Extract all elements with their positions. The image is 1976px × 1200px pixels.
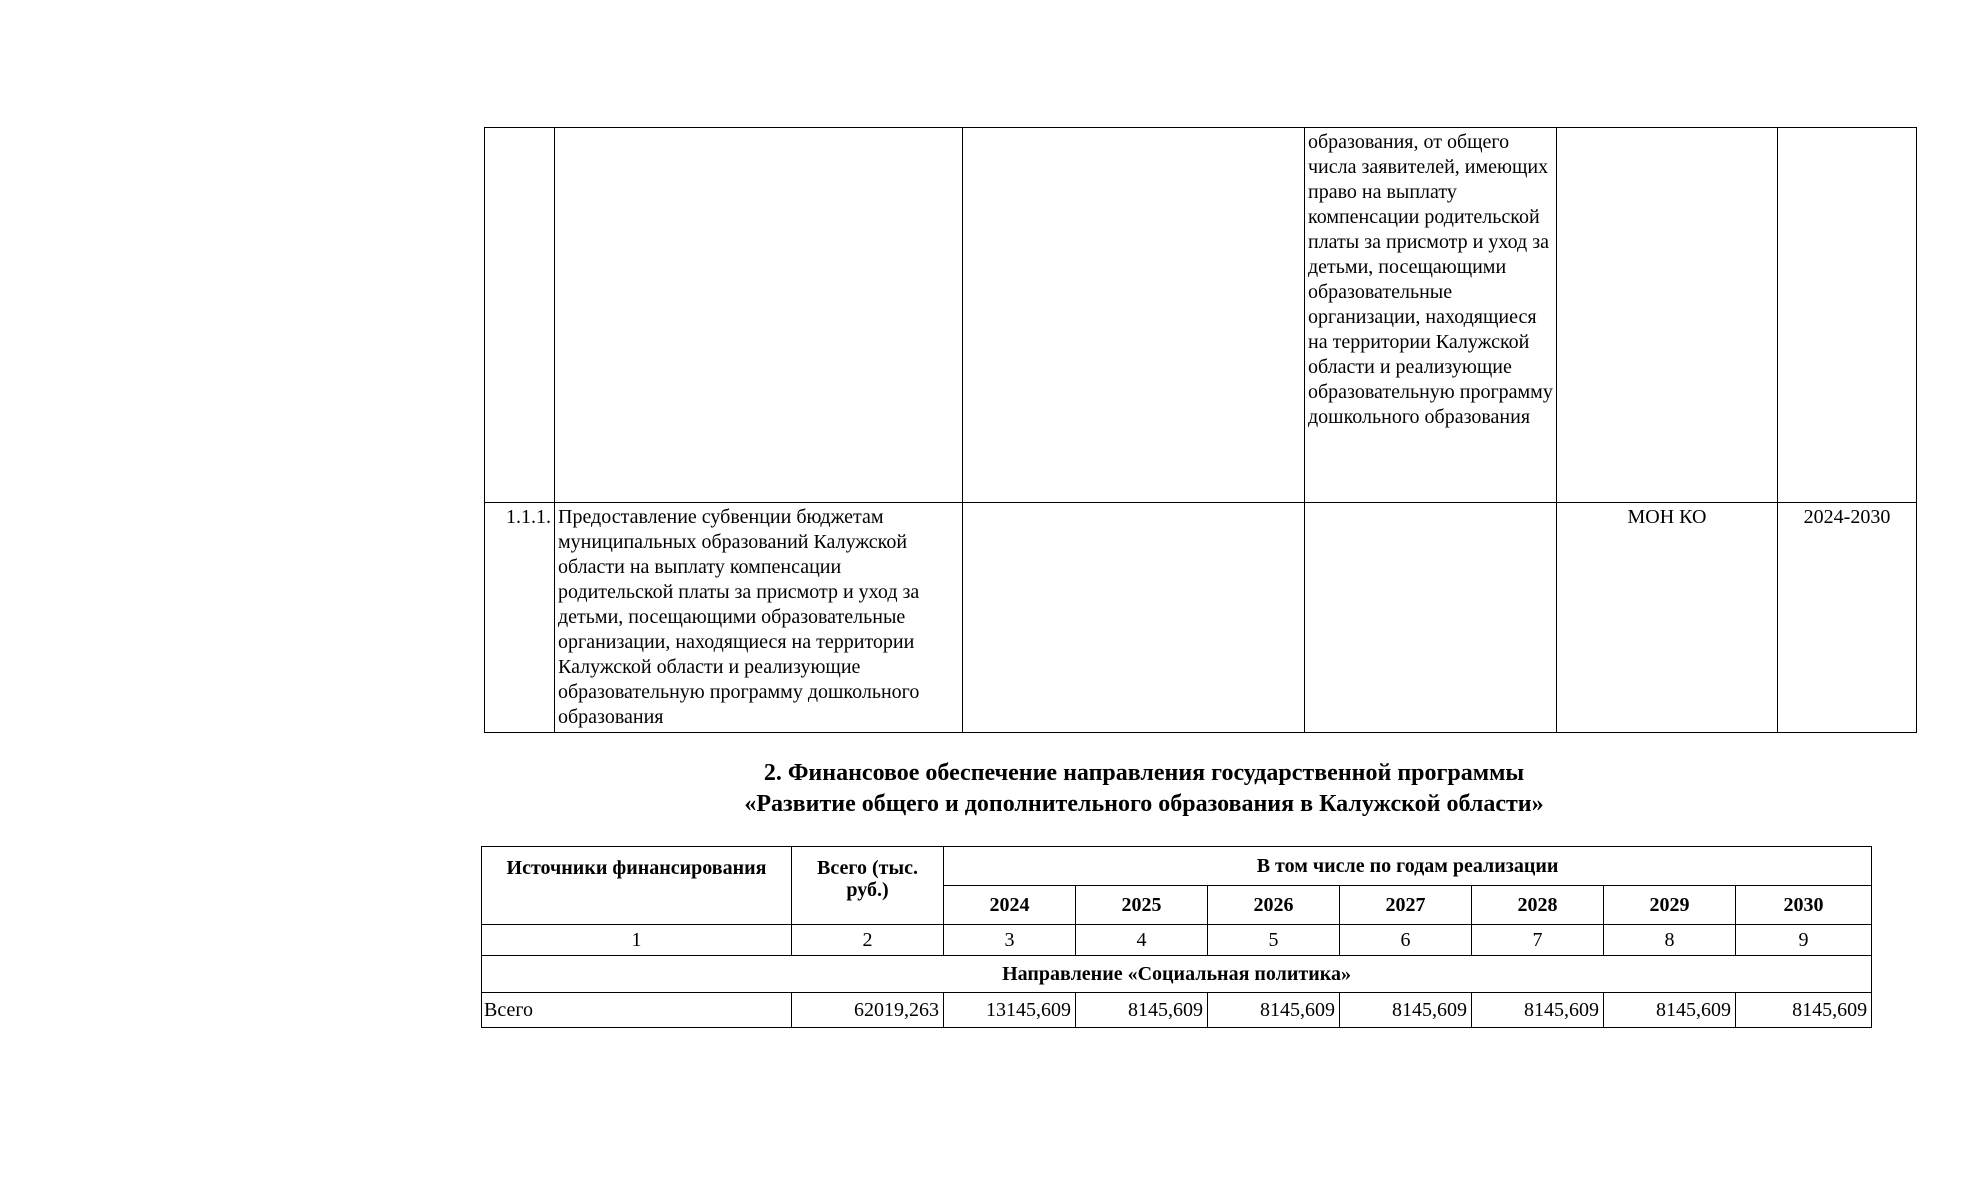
year-value: 8145,609 [1340, 993, 1472, 1028]
table-row [485, 128, 1917, 503]
measure-period: 2024-2030 [1778, 503, 1917, 733]
column-numbers-row [482, 925, 1872, 956]
header-year: 2024 [944, 886, 1076, 925]
table-cell [963, 503, 1305, 733]
direction-title: Направление «Социальная политика» [482, 956, 1872, 993]
section-heading [484, 758, 1804, 820]
section-heading-line-1: 2. Финансовое обеспечение направления государственной программы [763, 760, 1525, 786]
column-number: 8 [1604, 925, 1736, 956]
column-number: 1 [482, 925, 792, 956]
measure-number: 1.1.1. [485, 503, 555, 733]
header-year: 2030 [1736, 886, 1872, 925]
year-value: 8145,609 [1472, 993, 1604, 1028]
column-number: 9 [1736, 925, 1872, 956]
section-heading-line-2: «Развитие общего и дополнительного образования в Калужской области» [744, 791, 1544, 817]
measures-table [484, 127, 1917, 733]
table-row [485, 503, 1917, 733]
measure-description: Предоставление субвенции бюджетам муниципальных образований Калужской области на выплату компенсации родительской платы за присмотр и уход за детьми, посещающими образовательные организации, находящиеся на территории Калужской области и реализующие образовательную программу дошкольного образования [555, 503, 963, 733]
total-label: Всего [482, 993, 792, 1028]
column-number: 6 [1340, 925, 1472, 956]
table-header-row [482, 847, 1872, 886]
year-value: 8145,609 [1736, 993, 1872, 1028]
total-row [482, 993, 1872, 1028]
column-number: 7 [1472, 925, 1604, 956]
year-value: 8145,609 [1208, 993, 1340, 1028]
column-number: 3 [944, 925, 1076, 956]
year-value: 13145,609 [944, 993, 1076, 1028]
table-cell [1557, 128, 1778, 503]
column-number: 5 [1208, 925, 1340, 956]
finance-table [481, 846, 1872, 1028]
header-total: Всего (тыс. руб.) [792, 847, 944, 925]
indicator-cell: образования, от общего числа заявителей, имеющих право на выплату компенсации родительской платы за присмотр и уход за детьми, посещающими образовательные организации, находящиеся на территории Калужской области и реализующие образовательную программу дошкольного образования [1305, 128, 1557, 503]
measure-executor: МОН КО [1557, 503, 1778, 733]
year-value: 8145,609 [1076, 993, 1208, 1028]
table-cell [1305, 503, 1557, 733]
table-cell [963, 128, 1305, 503]
year-value: 8145,609 [1604, 993, 1736, 1028]
total-sum: 62019,263 [792, 993, 944, 1028]
table-cell [1778, 128, 1917, 503]
header-by-years: В том числе по годам реализации [944, 847, 1872, 886]
table-cell [555, 128, 963, 503]
table-cell [485, 128, 555, 503]
header-year: 2029 [1604, 886, 1736, 925]
header-year: 2026 [1208, 886, 1340, 925]
direction-row [482, 956, 1872, 993]
header-year: 2028 [1472, 886, 1604, 925]
column-number: 4 [1076, 925, 1208, 956]
column-number: 2 [792, 925, 944, 956]
header-source: Источники финансирования [482, 847, 792, 925]
header-year: 2025 [1076, 886, 1208, 925]
header-year: 2027 [1340, 886, 1472, 925]
